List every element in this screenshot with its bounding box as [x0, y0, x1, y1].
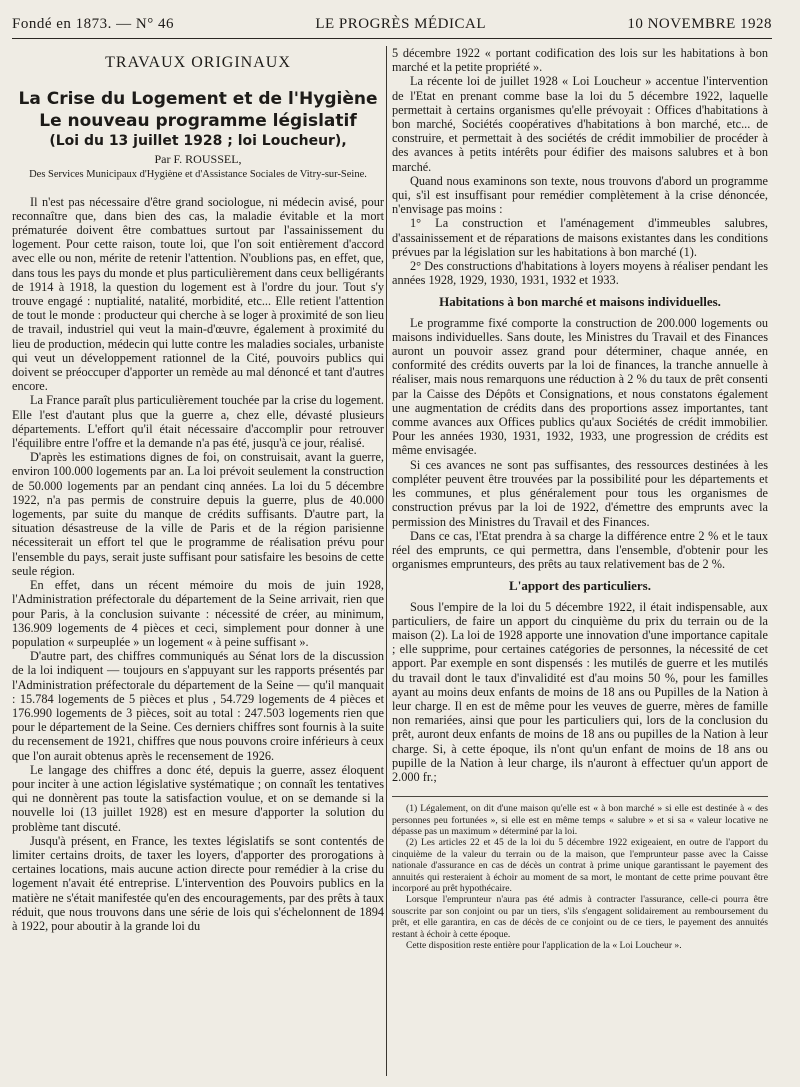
header-date: 10 NOVEMBRE 1928 — [627, 16, 772, 32]
footnote: Lorsque l'emprunteur n'aura pas été admis à contracter l'assurance, celle-ci pourra être souscrite par son conjoint ou par un tiers, s'ils s'engagent solidairement au remboursement du prêt, et elle garantira, en cas de décès de ce conjoint ou de ce tiers, le payement des annuités restant à échoir à cette époque. — [392, 894, 768, 940]
running-header — [12, 16, 772, 33]
body-paragraph: 1° La construction et l'aménagement d'immeubles salubres, d'assainissement et de réparations de maisons existantes dans les conditions prévues par la législation sur les habitations à bon marché (1). — [392, 216, 768, 259]
body-paragraph: La récente loi de juillet 1928 « Loi Loucheur » accentue l'intervention de l'Etat en prenant comme base la loi du 5 décembre 1922, laquelle permettait à certains organismes qu'elle prévoyait : Offices d'habitations à bon marché, Sociétés coopératives d'habitations à bon marché, etc... de construire, et permettait à des sociétés de crédit immobilier de procéder à des avances à petits intérêts pour édifier des maisons salubres et à bon marché. — [392, 74, 768, 174]
right-column — [392, 46, 768, 951]
header-rule — [12, 38, 772, 39]
subheading-apport: L'apport des particuliers. — [509, 578, 651, 594]
body-paragraph: Le langage des chiffres a donc été, depuis la guerre, assez éloquent pour inciter à une action législative systématique ; on connaît les tentatives qui ne donnèrent pas toute la satisfaction voulue, et on se demande si la nouvelle loi (13 juillet 1928) est en mesure d'apporter la solution du problème tant discuté. — [12, 762, 384, 834]
footnote: (2) Les articles 22 et 45 de la loi du 5 décembre 1922 exigeaient, en outre de l'apport du cinquième de la valeur du terrain ou de la maison, que l'emprunteur passe avec la Caisse nationale d'assurance en cas de décès un contrat à prime unique garantissant le payement des annuités qui resteraient à échoir au moment de sa mort, le montant de cette prime pouvant être incorporé au prêt hypothécaire. — [392, 837, 768, 894]
article-author: Par F. ROUSSEL, — [154, 152, 242, 167]
body-paragraph: Dans ce cas, l'Etat prendra à sa charge la différence entre 2 % et le taux réel des emprunts, ce qui permettra, dans l'ensemble, d'obtenir pour les organismes emprunteurs, des prêts au taux relativement bas de 2 %. — [392, 528, 768, 572]
footnote: Cette disposition reste entière pour l'application de la « Loi Loucheur ». — [406, 940, 682, 952]
body-paragraph: Le programme fixé comporte la construction de 200.000 logements ou maisons individuelles. Sans doute, les Ministres du Travail et des Finances auront un pouvoir assez grand pour déterminer, chaque année, en conformité des crédits ouverts par la loi de finances, la tranche annuelle à réaliser, mais nous remarquons une réduction à 2 % du taux de prêt consenti par la Caisse des Dépôts et Consignations, et nous constatons également une augmentation de crédits dans des proportions assez importantes, tant comme avances aux Offices publics qu'aux Sociétés de crédit immobilier. Pour les années 1930, 1931, 1932, 1933, une progression de crédits est même envisagée. — [392, 315, 768, 458]
body-paragraph: Sous l'empire de la loi du 5 décembre 1922, il était indispensable, aux particuliers, de faire un apport du cinquième du prix du terrain ou de la maison (2). La loi de 1928 apporte une innovation d'une importance capitale ; elle supprime, pour certaines catégories de personnes, la nécessité de cet apport. Par exemple en sont dispensés : les mutilés de guerre et les mutilés du travail dont le taux d'invalidité est d'au moins 50 %, pour les familles ayant au moins deux enfants de moins de 18 ans ou Pupilles de la Nation à leur charge. Il en est de même pour les veuves de guerre, mères de famille non remariées, ainsi que pour les particuliers qui, lors de la conclusion du prêt, auront deux enfants de moins de 18 ans ou pupilles de la Nation à leur charge. Si, à cette époque, ils n'ont qu'un enfant de moins de 18 ans ou pupille de la Nation à leur charge, ils n'auront à effectuer qu'un apport de 2.000 fr.; — [392, 599, 768, 784]
section-heading: TRAVAUX ORIGINAUX — [105, 54, 291, 71]
article-title-line-2: Le nouveau programme législatif — [39, 111, 357, 132]
body-paragraph: Si ces avances ne sont pas suffisantes, des ressources destinées à les compléter peuvent être trouvées par la possibilité pour les départements et les communes, et plus généralement pour tous les organismes de construction prévus par la loi de 1922, d'émettre des emprunts avec la permission des Ministres du Travail et des Finances. — [392, 457, 768, 529]
body-paragraph: D'autre part, des chiffres communiqués au Sénat lors de la discussion de la loi indiquent — toujours en s'appuyant sur les rapports présentés par l'Administration préfectorale du département de la Seine — qu'il manquait : 15.784 logements de 5 pièces et plus , 54.729 logements de 4 pièces et 176.990 logements de 3 pièces, soit au total : 247.503 logements rien que pour le département de la Seine. Ces derniers chiffres sont fournis à la suite du recensement de 1921, chiffres que nous pouvons croire inférieurs à ceux que l'on aurait obtenus après le recensement de 1926. — [12, 649, 384, 763]
body-paragraph: Il n'est pas nécessaire d'être grand sociologue, ni médecin avisé, pour reconnaître que, dans bien des cas, la maladie évitable et la mort prématurée doivent être combattues surtout par l'assainissement du logement. Pour cette raison, toute loi, que l'on soit entièrement d'accord avec elle ou non, mérite de retenir l'attention. N'oublions pas, en effet, que, dans tous les pays du monde et plus particulièrement dans ceux belligérants de 1914 à 1918, la question du logement est à l'ordre du jour. Tout s'y trouve engagé : nuptialité, natalité, morbidité, etc... Elle retient l'attention de tout le monde : producteur qui cherche à se loger à proximité de son lieu de travail, industriel qui veut la main-d'œuvre, également à proximité du lieu de production, médecin qui lutte contre les maladies sociales, urbaniste qui veut un développement rationnel de la Cité, pouvoirs publics qui doivent se préoccuper d'apporter un remède au mal dénoncé et tant d'autres encore. — [12, 194, 384, 394]
footnotes — [392, 796, 768, 951]
column-divider — [386, 46, 387, 1076]
footnote: (1) Légalement, on dit d'une maison qu'elle est « à bon marché » si elle est destinée à « des personnes peu fortunées », si elle est en même temps « salubre » et si sa « valeur locative ne dépasse pas un maximum » déterminé par la loi. — [392, 803, 768, 837]
article-subtitle: (Loi du 13 juillet 1928 ; loi Loucheur), — [49, 133, 347, 150]
article-title-line-1: La Crise du Logement et de l'Hygiène — [18, 89, 378, 110]
subheading-habitations: Habitations à bon marché et maisons individuelles. — [439, 294, 721, 310]
body-paragraph: En effet, dans un récent mémoire du mois de juin 1928, l'Administration préfectorale du département de la Seine arrivait, rien que pour Paris, à la conclusion suivante : nécessité de créer, au minimum, 136.909 logements de 4 pièces et ceci, simplement pour donner à une population « surpeuplée » un logement « à peine suffisant ». — [12, 578, 384, 649]
body-paragraph: 2° Des constructions d'habitations à loyers moyens à réaliser pendant les années 1928, 1929, 1930, 1931, 1932 et 1933. — [392, 259, 768, 288]
body-paragraph: 5 décembre 1922 « portant codification des lois sur les habitations à bon marché et la petite propriété ». — [392, 46, 768, 75]
author-affiliation: Des Services Municipaux d'Hygiène et d'Assistance Sociales de Vitry-sur-Seine. — [29, 168, 367, 180]
left-column — [12, 46, 384, 933]
body-paragraph: La France paraît plus particulièrement touchée par la crise du logement. Elle l'est d'autant plus que la guerre a, chez elle, dévasté plusieurs départements. L'effort qu'il était nécessaire d'accomplir pour retrouver l'équilibre entre l'offre et la demande n'a pas été, jusqu'à ce jour, réalisé. — [12, 393, 384, 451]
body-paragraph: D'après les estimations dignes de foi, on construisait, avant la guerre, environ 100.000 logements par an. La loi prévoit seulement la construction de 50.000 logements par an pendant cinq années. La loi du 5 décembre 1922, n'a pas permis de construire depuis la guerre, plus de 40.000 logements, par suite du manque de crédits suffisants. D'autre part, la situation désastreuse de la ville de Paris et de la région parisienne nécessiterait un effort tel que le programme de réalisation prévu pour l'ensemble du pays, serait juste suffisant pour satisfaire les besoins de cette seule région. — [12, 450, 384, 578]
header-journal-title: LE PROGRÈS MÉDICAL — [315, 16, 486, 32]
body-paragraph: Jusqu'à présent, en France, les textes législatifs se sont contentés de limiter certains droits, de taxer les loyers, d'apporter des prorogations à certaines locations, mais aucune action directe pour remédier à la crise du logement n'avait été entreprise. L'intervention des Pouvoirs publics en la matière ne s'était manifestée qu'en des encouragements, par des prêts à taux réduit, que nous trouvons dans une série de lois qui s'échelonnent de 1894 à 1922, pour aboutir à la grande loi du — [12, 833, 384, 933]
header-issue: Fondé en 1873. — N° 46 — [12, 16, 174, 32]
body-paragraph: Quand nous examinons son texte, nous trouvons d'abord un programme qui, s'il est insuffisant pour remédier complètement à la crise dénoncée, n'envisage pas moins : — [392, 173, 768, 217]
